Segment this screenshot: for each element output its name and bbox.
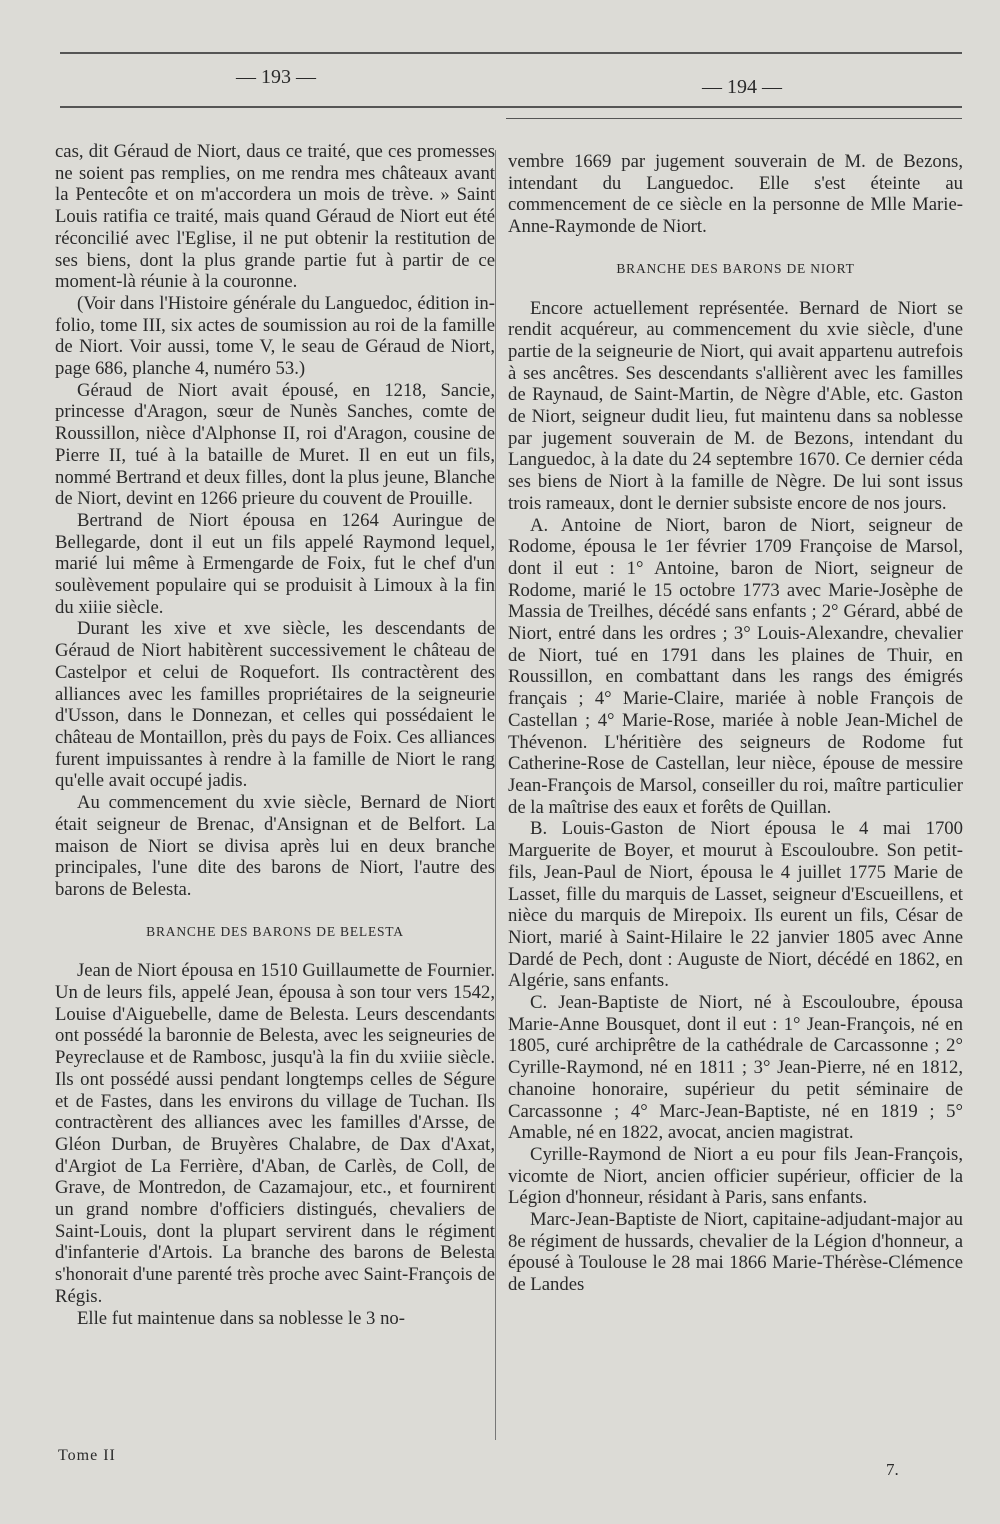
paragraph: Marc-Jean-Baptiste de Niort, capitaine-adjudant-major au 8e régiment de hussards, chevalier de la Légion d'honneur, a épousé à Toulouse le 28 mai 1866 Marie-Thérèse-Clémence de Landes xyxy=(508,1209,963,1296)
right-column xyxy=(508,151,963,1296)
page-number-right: — 194 — xyxy=(702,76,782,98)
paragraph: Cyrille-Raymond de Niort a eu pour fils Jean-François, vicomte de Niort, ancien officier supérieur, officier de la Légion d'honneur, résidant à Paris, sans enfants. xyxy=(508,1143,963,1209)
header-rule-left xyxy=(60,106,962,108)
section-heading-niort: BRANCHE DES BARONS DE NIORT xyxy=(616,260,855,276)
header-rule-right xyxy=(506,118,962,119)
volume-label: Tome II xyxy=(58,1447,116,1464)
signature-mark: 7. xyxy=(886,1460,899,1479)
paragraph: Géraud de Niort avait épousé, en 1218, Sancie, princesse d'Aragon, sœur de Nunès Sanches, comte de Roussillon, nièce d'Alphonse II, roi d'Aragon, cousine de Pierre II, tué à la bataille de Muret. Il en eut un fils, nommé Bertrand et deux filles, dont la plus jeune, Blanche de Niort, devint en 1266 prieure du couvent de Prouille. xyxy=(55,379,495,510)
paragraph: Jean de Niort épousa en 1510 Guillaumette de Fournier. Un de leurs fils, appelé Jean, épousa à son tour vers 1542, Louise d'Aiguebelle, dame de Belesta. Leurs descendants ont possédé la baronnie de Belesta, avec les seigneuries de Peyreclause et de Rambosc, jusqu'à la fin du xviiie siècle. Ils ont possédé aussi pendant longtemps celles de Ségure et de Fastes, dans les environs du village de Tuchan. Ils contractèrent des alliances avec les familles d'Arsse, de Gléon Durban, de Bruyères Chalabre, de Dax d'Axat, d'Argiot de La Ferrière, d'Aban, de Carlès, de Coll, de Grave, de Montredon, de Cazamajour, etc., et fournirent un grand nombre d'officiers distingués, chevaliers de Saint-Louis, dont la plupart servirent dans le régiment d'infanterie d'Artois. La branche des barons de Belesta s'honorait d'une parenté très proche avec Saint-François de Régis. xyxy=(55,960,495,1307)
paragraph: vembre 1669 par jugement souverain de M. de Bezons, intendant du Languedoc. Elle s'est éteinte au commencement de ce siècle en la personne de Mlle Marie-Anne-Raymonde de Niort. xyxy=(508,151,963,238)
header-rule-top xyxy=(60,52,962,54)
paragraph: Encore actuellement représentée. Bernard de Niort se rendit acquéreur, au commencement du xvie siècle, d'une partie de la seigneurie de Niort, qui avait appartenu autrefois à ses ancêtres. Ses descendants s'allièrent avec les familles de Raynaud, de Saint-Martin, de Nègre d'Able, etc. Gaston de Niort, seigneur dudit lieu, fut maintenu dans sa noblesse par jugement souverain de M. de Bezons, intendant du Languedoc, à la date du 24 septembre 1670. Ce dernier céda ses biens de Niort à la famille de Nègre. De lui sont issus trois rameaux, dont le dernier subsiste encore de nos jours. xyxy=(508,297,963,514)
paragraph: Bertrand de Niort épousa en 1264 Auringue de Bellegarde, dont il eut un fils appelé Raymond lequel, marié lui même à Ermengarde de Foix, fut le chef d'un soulèvement populaire qui se produisit à Limoux à la fin du xiiie siècle. xyxy=(55,509,495,618)
paragraph: A. Antoine de Niort, baron de Niort, seigneur de Rodome, épousa le 1er février 1709 Françoise de Marsol, dont il eut : 1° Antoine, baron de Niort, seigneur de Rodome, marié le 15 octobre 1773 avec Marie-Josèphe de Massia de Treilhes, décédé sans enfants ; 2° Gérard, abbé de Niort, entré dans les ordres ; 3° Louis-Alexandre, chevalier de Niort, tué en 1791 dans les plaines de Thuir, en Roussillon, en combattant dans les rangs des émigrés français ; 4° Marie-Claire, mariée à noble François de Castellan ; 4° Marie-Rose, mariée à noble Jean-Michel de Thévenon. L'héritière des seigneurs de Rodome fut Catherine-Rose de Castellan, leur nièce, épouse de messire Jean-François de Marsol, conseiller du roi, maître particulier de la maîtrise des eaux et forêts de Quillan. xyxy=(508,514,963,818)
paragraph: C. Jean-Baptiste de Niort, né à Escouloubre, épousa Marie-Anne Bousquet, dont il eut : 1° Jean-François, né en 1805, curé archiprêtre de la cathédrale de Carcassonne ; 2° Cyrille-Raymond, né en 1811 ; 3° Jean-Pierre, né en 1812, chanoine honoraire, supérieur du petit séminaire de Carcassonne ; 4° Marc-Jean-Baptiste, né en 1819 ; 5° Amable, né en 1822, avocat, ancien magistrat. xyxy=(508,992,963,1144)
paragraph: (Voir dans l'Histoire générale du Languedoc, édition in-folio, tome III, six actes de soumission au roi de la famille de Niort. Voir aussi, tome V, le seau de Géraud de Niort, page 686, planche 4, numéro 53.) xyxy=(55,292,495,380)
paragraph: Elle fut maintenue dans sa noblesse le 3 no- xyxy=(77,1307,405,1329)
page-number-left: — 193 — xyxy=(236,66,316,88)
left-column xyxy=(55,141,495,1329)
section-heading-belesta: BRANCHE DES BARONS DE BELESTA xyxy=(146,923,404,939)
paragraph: Durant les xive et xve siècle, les descendants de Géraud de Niort habitèrent successivement le château de Castelpor et celui de Roquefort. Ils contractèrent des alliances avec les familles propriétaires de la seigneurie d'Usson, dans le Donnezan, et celles qui possédaient le château de Montaillon, près du pays de Foix. Ces alliances furent impuissantes à rendre à la famille de Niort le rang qu'elle avait occupé jadis. xyxy=(55,618,495,792)
paragraph: cas, dit Géraud de Niort, daus ce traité, que ces promesses ne soient pas remplies, on me rendra mes châteaux avant la Pentecôte et on m'accordera un mois de trève. » Saint Louis ratifia ce traité, mais quand Géraud de Niort eut été réconcilié avec l'Eglise, il ne put obtenir la restitution de ses biens, dont la plus grande partie fut à partir de ce moment-là réunie à la couronne. xyxy=(55,141,495,293)
paragraph: B. Louis-Gaston de Niort épousa le 4 mai 1700 Marguerite de Boyer, et mourut à Escouloubre. Son petit-fils, Jean-Paul de Niort, épousa le 4 juillet 1775 Marie de Lasset, fille du marquis de Lasset, seigneur d'Escueillens, et nièce du marquis de Mirepoix. Ils eurent un fils, César de Niort, marié à Saint-Hilaire le 22 janvier 1805 avec Anne Dardé de Pech, dont : Auguste de Niort, décédé en 1862, en Algérie, sans enfants. xyxy=(508,818,963,992)
column-separator xyxy=(495,150,496,1440)
paragraph: Au commencement du xvie siècle, Bernard de Niort était seigneur de Brenac, d'Ansignan et de Belfort. La maison de Niort se divisa après lui en deux branche principales, l'une dite des barons de Niort, l'autre des barons de Belesta. xyxy=(55,792,495,900)
